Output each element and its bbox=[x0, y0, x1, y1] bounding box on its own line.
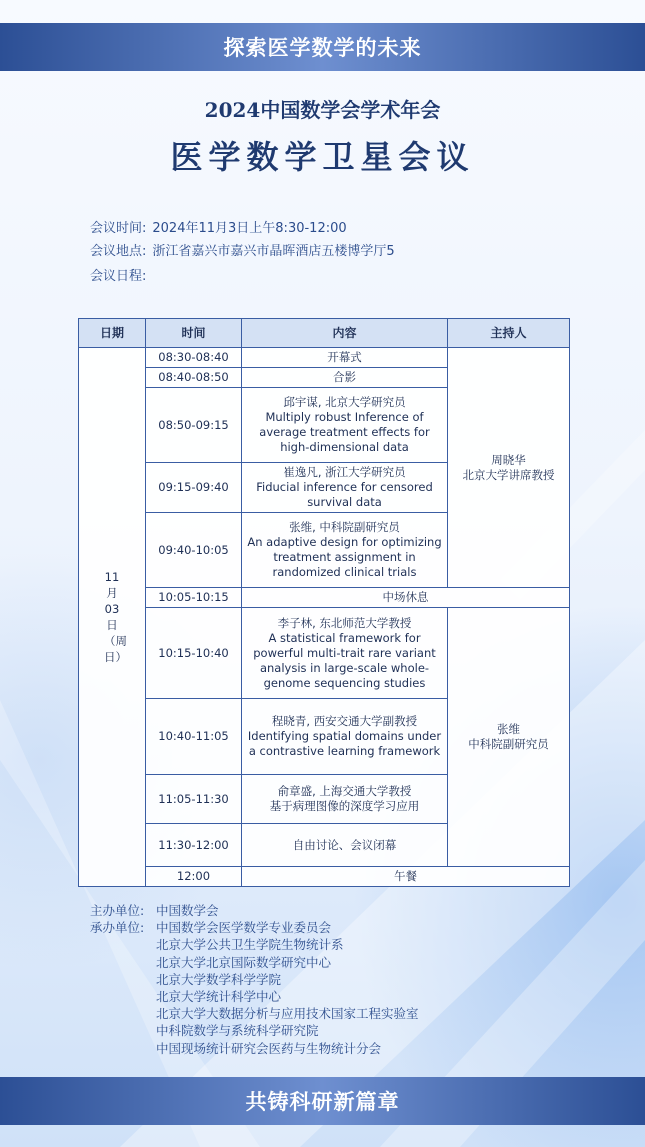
host-title: 中科院副研究员 bbox=[468, 737, 549, 751]
host-organizer bbox=[90, 901, 219, 919]
host-cell bbox=[448, 608, 570, 867]
content-cell bbox=[242, 608, 448, 699]
content-cell bbox=[242, 388, 448, 463]
header-date: 日期 bbox=[79, 319, 146, 348]
time-cell: 09:15-09:40 bbox=[146, 463, 242, 513]
co-organizer-item: 中国现场统计研究会医药与生物统计分会 bbox=[156, 1041, 382, 1056]
host-cell bbox=[448, 348, 570, 588]
talk-title: Multiply robust Inference of average treatment effects for high-dimensional data bbox=[259, 410, 430, 454]
talk-title: An adaptive design for optimizing treatment assignment in randomized clinical trials bbox=[247, 535, 442, 579]
meeting-place bbox=[90, 240, 395, 259]
date-cell bbox=[79, 348, 146, 887]
time-cell: 11:30-12:00 bbox=[146, 824, 242, 867]
co-organizer-item: 北京大学统计科学中心 bbox=[156, 989, 282, 1004]
speaker: 张维, 中科院副研究员 bbox=[289, 520, 400, 534]
table-row bbox=[79, 867, 570, 887]
host-title: 北京大学讲席教授 bbox=[462, 467, 555, 482]
time-cell: 11:05-11:30 bbox=[146, 775, 242, 824]
talk-title: A statistical framework for powerful multi-trait rare variant analysis in large-scale whole-genome sequencing studies bbox=[253, 630, 436, 690]
speaker: 崔逸凡, 浙江大学研究员 bbox=[283, 465, 406, 479]
speaker: 李子林, 东北师范大学教授 bbox=[277, 615, 412, 630]
meeting-place-value: 浙江省嘉兴市嘉兴市晶晖酒店五楼博学厅5 bbox=[152, 244, 395, 259]
meeting-agenda-label: 会议日程: bbox=[90, 269, 147, 284]
co-organizer bbox=[90, 918, 331, 936]
content-cell: 自由讨论、会议闭幕 bbox=[242, 824, 448, 867]
time-cell: 10:15-10:40 bbox=[146, 608, 242, 699]
talk-title: 基于病理图像的深度学习应用 bbox=[269, 799, 420, 813]
meeting-place-label: 会议地点: bbox=[90, 244, 147, 259]
content-cell bbox=[242, 513, 448, 588]
co-organizer-item: 中科院数学与系统科学研究院 bbox=[156, 1023, 319, 1038]
top-banner: 探索医学数学的未来 bbox=[0, 23, 645, 71]
content-cell bbox=[242, 699, 448, 775]
schedule-table bbox=[78, 318, 570, 887]
time-cell: 10:05-10:15 bbox=[146, 588, 242, 608]
break-cell: 中场休息 bbox=[242, 588, 570, 608]
co-organizer-item: 北京大学公共卫生学院生物统计系 bbox=[156, 937, 344, 952]
time-cell: 12:00 bbox=[146, 867, 242, 887]
speaker: 程晓青, 西安交通大学副教授 bbox=[271, 714, 418, 728]
talk-title: Fiducial inference for censored survival data bbox=[256, 480, 433, 509]
header-time: 时间 bbox=[146, 319, 242, 348]
content-cell bbox=[242, 463, 448, 513]
conference-title: 医学数学卫星会议 bbox=[170, 138, 475, 176]
co-organizer-item: 北京大学北京国际数学研究中心 bbox=[156, 955, 332, 970]
time-cell: 08:50-09:15 bbox=[146, 388, 242, 463]
table-row bbox=[79, 348, 570, 368]
host-organizer-label: 主办单位: bbox=[90, 903, 145, 918]
co-organizer-item: 北京大学数学科学学院 bbox=[156, 972, 282, 987]
meeting-time bbox=[90, 217, 347, 236]
talk-title: Identifying spatial domains under a contrastive learning framework bbox=[247, 729, 442, 758]
co-organizer-label: 承办单位: bbox=[90, 920, 145, 935]
time-cell: 09:40-10:05 bbox=[146, 513, 242, 588]
header-content: 内容 bbox=[242, 319, 448, 348]
host-name: 张维 bbox=[497, 722, 520, 736]
co-organizer-item: 北京大学大数据分析与应用技术国家工程实验室 bbox=[156, 1006, 419, 1021]
content-cell bbox=[242, 775, 448, 824]
date-value: 11月03日（周日） bbox=[104, 570, 127, 664]
host-name: 周晓华 bbox=[491, 452, 526, 467]
content-cell: 开幕式 bbox=[242, 348, 448, 368]
time-cell: 08:40-08:50 bbox=[146, 368, 242, 388]
table-row bbox=[79, 588, 570, 608]
conference-subtitle: 2024中国数学会学术年会 bbox=[204, 98, 441, 122]
speaker: 邱宇谋, 北京大学研究员 bbox=[283, 395, 406, 409]
co-organizer-item: 中国数学会医学数学专业委员会 bbox=[156, 920, 332, 935]
meeting-time-label: 会议时间: bbox=[90, 221, 147, 236]
lunch-cell: 午餐 bbox=[242, 867, 570, 887]
time-cell: 08:30-08:40 bbox=[146, 348, 242, 368]
bottom-banner: 共铸科研新篇章 bbox=[0, 1077, 645, 1125]
table-header-row bbox=[79, 319, 570, 348]
table-row bbox=[79, 608, 570, 699]
time-cell: 10:40-11:05 bbox=[146, 699, 242, 775]
meeting-time-value: 2024年11月3日上午8:30-12:00 bbox=[152, 221, 347, 236]
content-cell: 合影 bbox=[242, 368, 448, 388]
host-organizer-value: 中国数学会 bbox=[156, 903, 219, 918]
speaker: 俞章盛, 上海交通大学教授 bbox=[277, 784, 412, 798]
header-host: 主持人 bbox=[448, 319, 570, 348]
